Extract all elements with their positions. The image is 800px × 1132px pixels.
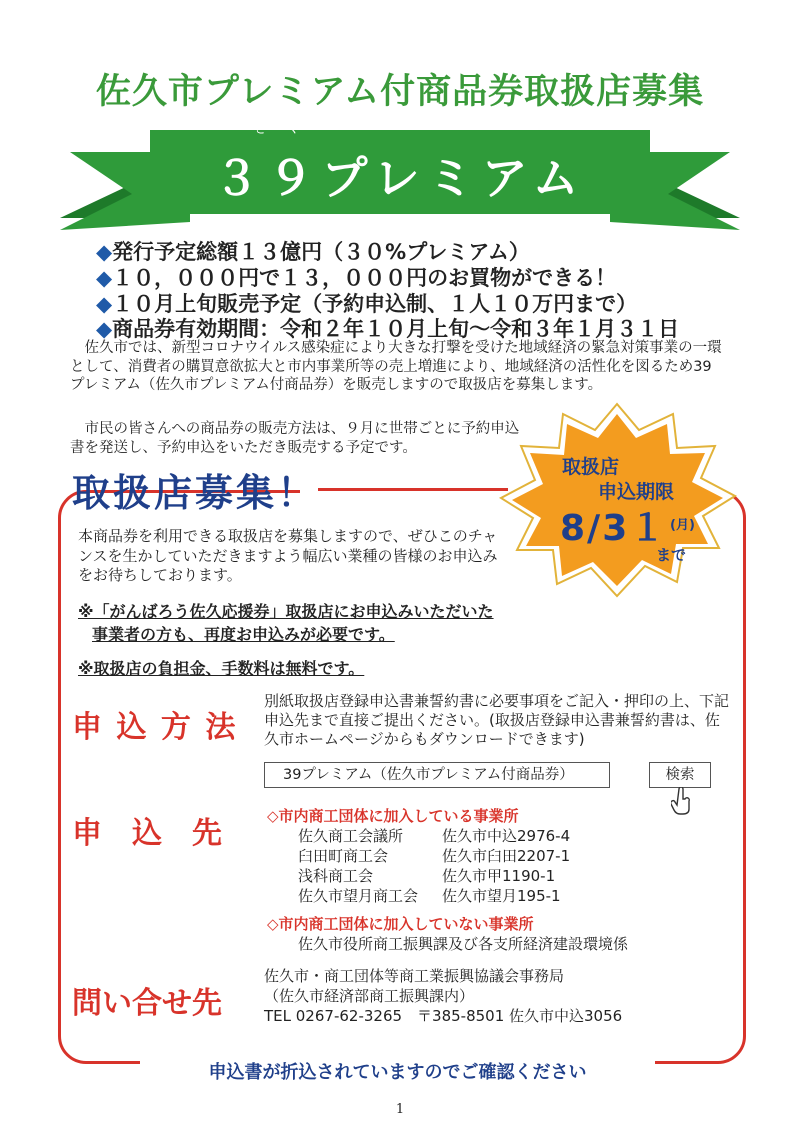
diamond-icon: ◆ bbox=[96, 317, 113, 341]
deadline-line1: 取扱店 bbox=[562, 456, 620, 478]
member-category-heading: ◇市内商工団体に加入している事業所 bbox=[267, 807, 519, 825]
member-address: 佐久市中込2976-4 bbox=[442, 827, 571, 845]
bullet-total-amount: ◆発行予定総額１３億円（３０%プレミアム） bbox=[96, 240, 530, 264]
pointer-hand-icon bbox=[671, 787, 693, 815]
recruit-heading: 取扱店募集！ bbox=[72, 471, 319, 515]
contact-heading: 問い合せ先 bbox=[72, 986, 222, 1021]
method-heading: 申 込 方 法 bbox=[72, 710, 238, 745]
member-address: 佐久市甲1190-1 bbox=[442, 867, 556, 885]
bullet-purchase-value: ◆１０，０００円で１３，０００円のお買物ができる！ bbox=[96, 266, 617, 290]
bullet-validity-period: ◆商品券有効期間：令和２年１０月上旬～令和３年１月３１日 bbox=[96, 317, 680, 341]
member-name: 浅科商工会 bbox=[298, 867, 374, 885]
search-box[interactable]: 39プレミアム（佐久市プレミアム付商品券） bbox=[264, 762, 610, 788]
deadline-line2: 申込期限 bbox=[598, 481, 675, 503]
nonmember-contact: 佐久市役所商工振興課及び各支所経済建設環境係 bbox=[298, 935, 629, 953]
nonmember-category-heading: ◇市内商工団体に加入していない事業所 bbox=[267, 915, 534, 933]
search-button[interactable]: 検索 bbox=[649, 762, 711, 788]
deadline-suffix: まで bbox=[656, 546, 687, 564]
note-reapply-line1: ※「がんばろう佐久応援券」取扱店にお申込みいただいた bbox=[78, 602, 494, 621]
contact-line: 佐久市・商工団体等商工業振興協議会事務局 bbox=[264, 967, 565, 985]
deadline-date: 8/3１ bbox=[560, 508, 668, 549]
footer-notice: 申込書が折込されていますのでご確認ください bbox=[140, 1058, 655, 1078]
member-name: 佐久市望月商工会 bbox=[298, 887, 419, 905]
member-address: 佐久市望月195-1 bbox=[442, 887, 561, 905]
page-title: 佐久市プレミアム付商品券取扱店募集 bbox=[95, 72, 705, 112]
member-name: 臼田町商工会 bbox=[298, 847, 389, 865]
deadline-weekday: (月) bbox=[670, 518, 695, 533]
contact-line: （佐久市経済部商工振興課内） bbox=[264, 987, 475, 1005]
method-text: 別紙取扱店登録申込書兼誓約書に必要事項をご記入・押印の上、下記申込先まで直接ご提出ください。(取扱店登録申込書兼誓約書は、佐久市ホームページからもダウンロードできます) bbox=[264, 692, 730, 748]
diamond-icon: ◆ bbox=[96, 266, 113, 290]
contact-line: TEL 0267-62-3265 〒385-8501 佐久市中込3056 bbox=[264, 1007, 623, 1025]
diamond-icon: ◆ bbox=[96, 292, 113, 316]
member-name: 佐久商工会議所 bbox=[298, 827, 404, 845]
diamond-icon: ◆ bbox=[96, 240, 113, 264]
note-free-of-charge: ※取扱店の負担金、手数料は無料です。 bbox=[78, 659, 365, 678]
heading-underline bbox=[318, 486, 508, 494]
bullet-sale-schedule: ◆１０月上旬販売予定（予約申込制、１人１０万円まで） bbox=[96, 292, 638, 316]
banner-title: ３９プレミアム bbox=[213, 151, 587, 205]
page-number: 1 bbox=[395, 1102, 405, 1117]
note-reapply-line2: 事業者の方も、再度お申込みが必要です。 bbox=[92, 625, 395, 644]
contact-details bbox=[264, 966, 734, 1026]
intro-paragraph: 佐久市では、新型コロナウイルス感染症により大きな打撃を受けた地域経済の緊急対策事業の一環として、消費者の購買意欲拡大と市内事業所等の売上増進により、地域経済の活性化を図るため39プレミアム（佐久市プレミアム付商品券）を販売しますので取扱店を募集します。 bbox=[70, 340, 722, 393]
member-address: 佐久市臼田2207-1 bbox=[442, 847, 571, 865]
destination-heading: 申 込 先 bbox=[72, 816, 222, 851]
recruit-paragraph: 本商品券を利用できる取扱店を募集しますので、ぜひこのチャンスを生かしていただきますよう幅広い業種の皆様のお申込みをお待ちしております。 bbox=[78, 527, 498, 584]
banner-ruby-text: さく bbox=[254, 121, 318, 137]
distribution-paragraph: 市民の皆さんへの商品券の販売方法は、９月に世帯ごとに予約申込書を発送し、予約申込をいただき販売する予定です。 bbox=[70, 421, 520, 456]
